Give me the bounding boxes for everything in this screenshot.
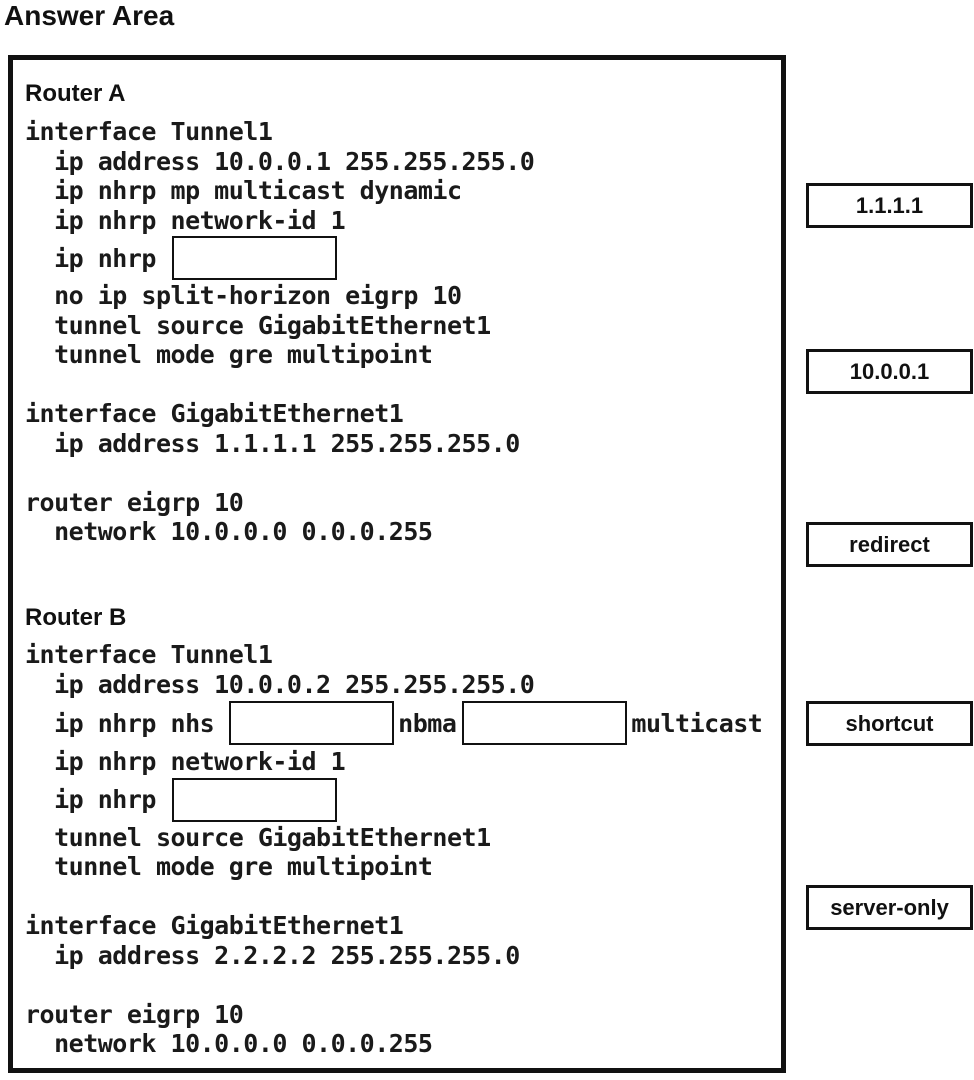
config-line: ip nhrp network-id 1 [25, 205, 346, 235]
config-line: tunnel source GigabitEthernet1 [25, 822, 491, 852]
config-line: ip address 2.2.2.2 255.255.255.0 [25, 940, 520, 970]
config-line-blank-row [25, 882, 781, 912]
option-token-server-only[interactable]: server-only [806, 885, 973, 930]
option-token-shortcut[interactable]: shortcut [806, 701, 973, 746]
config-line: interface GigabitEthernet1 [25, 399, 404, 428]
router-b-config [25, 640, 781, 1059]
config-line: ip nhrp network-id 1 [25, 747, 346, 776]
config-line: interface Tunnel1 [25, 640, 273, 669]
config-line-blank-row [25, 458, 781, 488]
config-line-blank-row [25, 370, 781, 400]
config-line: router eigrp 10 [25, 999, 244, 1029]
config-line: tunnel mode gre multipoint [25, 852, 433, 881]
router-b-nbma-drop-target[interactable] [462, 701, 627, 745]
config-line: router eigrp 10 [25, 487, 244, 517]
config-line: ip nhrp mp multicast dynamic [25, 176, 462, 205]
config-line: network 10.0.0.0 0.0.0.255 [25, 517, 433, 546]
config-line-prefix: ip nhrp [25, 785, 156, 814]
config-line-prefix: ip nhrp nhs [25, 708, 215, 738]
config-line-with-blank [25, 777, 781, 823]
config-line: interface GigabitEthernet1 [25, 911, 404, 940]
config-line-with-blank [25, 235, 781, 281]
router-b-heading: Router B [25, 603, 127, 631]
router-b-nhrp-drop-target[interactable] [172, 778, 337, 822]
option-token-10-0-0-1[interactable]: 10.0.0.1 [806, 349, 973, 394]
router-a-heading: Router A [25, 80, 126, 107]
answer-area-panel [8, 55, 786, 1073]
router-a-config [25, 117, 781, 547]
config-line: no ip split-horizon eigrp 10 [25, 281, 462, 310]
config-line: tunnel source GigabitEthernet1 [25, 310, 491, 340]
router-b-nhs-drop-target[interactable] [229, 701, 394, 745]
option-token-redirect[interactable]: redirect [806, 522, 973, 567]
page-title: Answer Area [4, 0, 175, 31]
config-line-suffix: multicast [631, 708, 763, 738]
config-line: interface Tunnel1 [25, 117, 273, 146]
config-line-middle: nbma [398, 708, 457, 738]
option-token-1-1-1-1[interactable]: 1.1.1.1 [806, 183, 973, 228]
config-line: ip address 10.0.0.1 255.255.255.0 [25, 146, 535, 176]
config-line-blank-row [25, 970, 781, 1000]
config-line: ip address 10.0.0.2 255.255.255.0 [25, 669, 535, 699]
config-line: tunnel mode gre multipoint [25, 340, 433, 369]
config-line: ip address 1.1.1.1 255.255.255.0 [25, 428, 520, 458]
config-line-prefix: ip nhrp [25, 243, 156, 273]
router-a-nhrp-drop-target[interactable] [172, 236, 337, 280]
config-line: network 10.0.0.0 0.0.0.255 [25, 1029, 433, 1058]
config-line-with-blanks [25, 699, 781, 747]
